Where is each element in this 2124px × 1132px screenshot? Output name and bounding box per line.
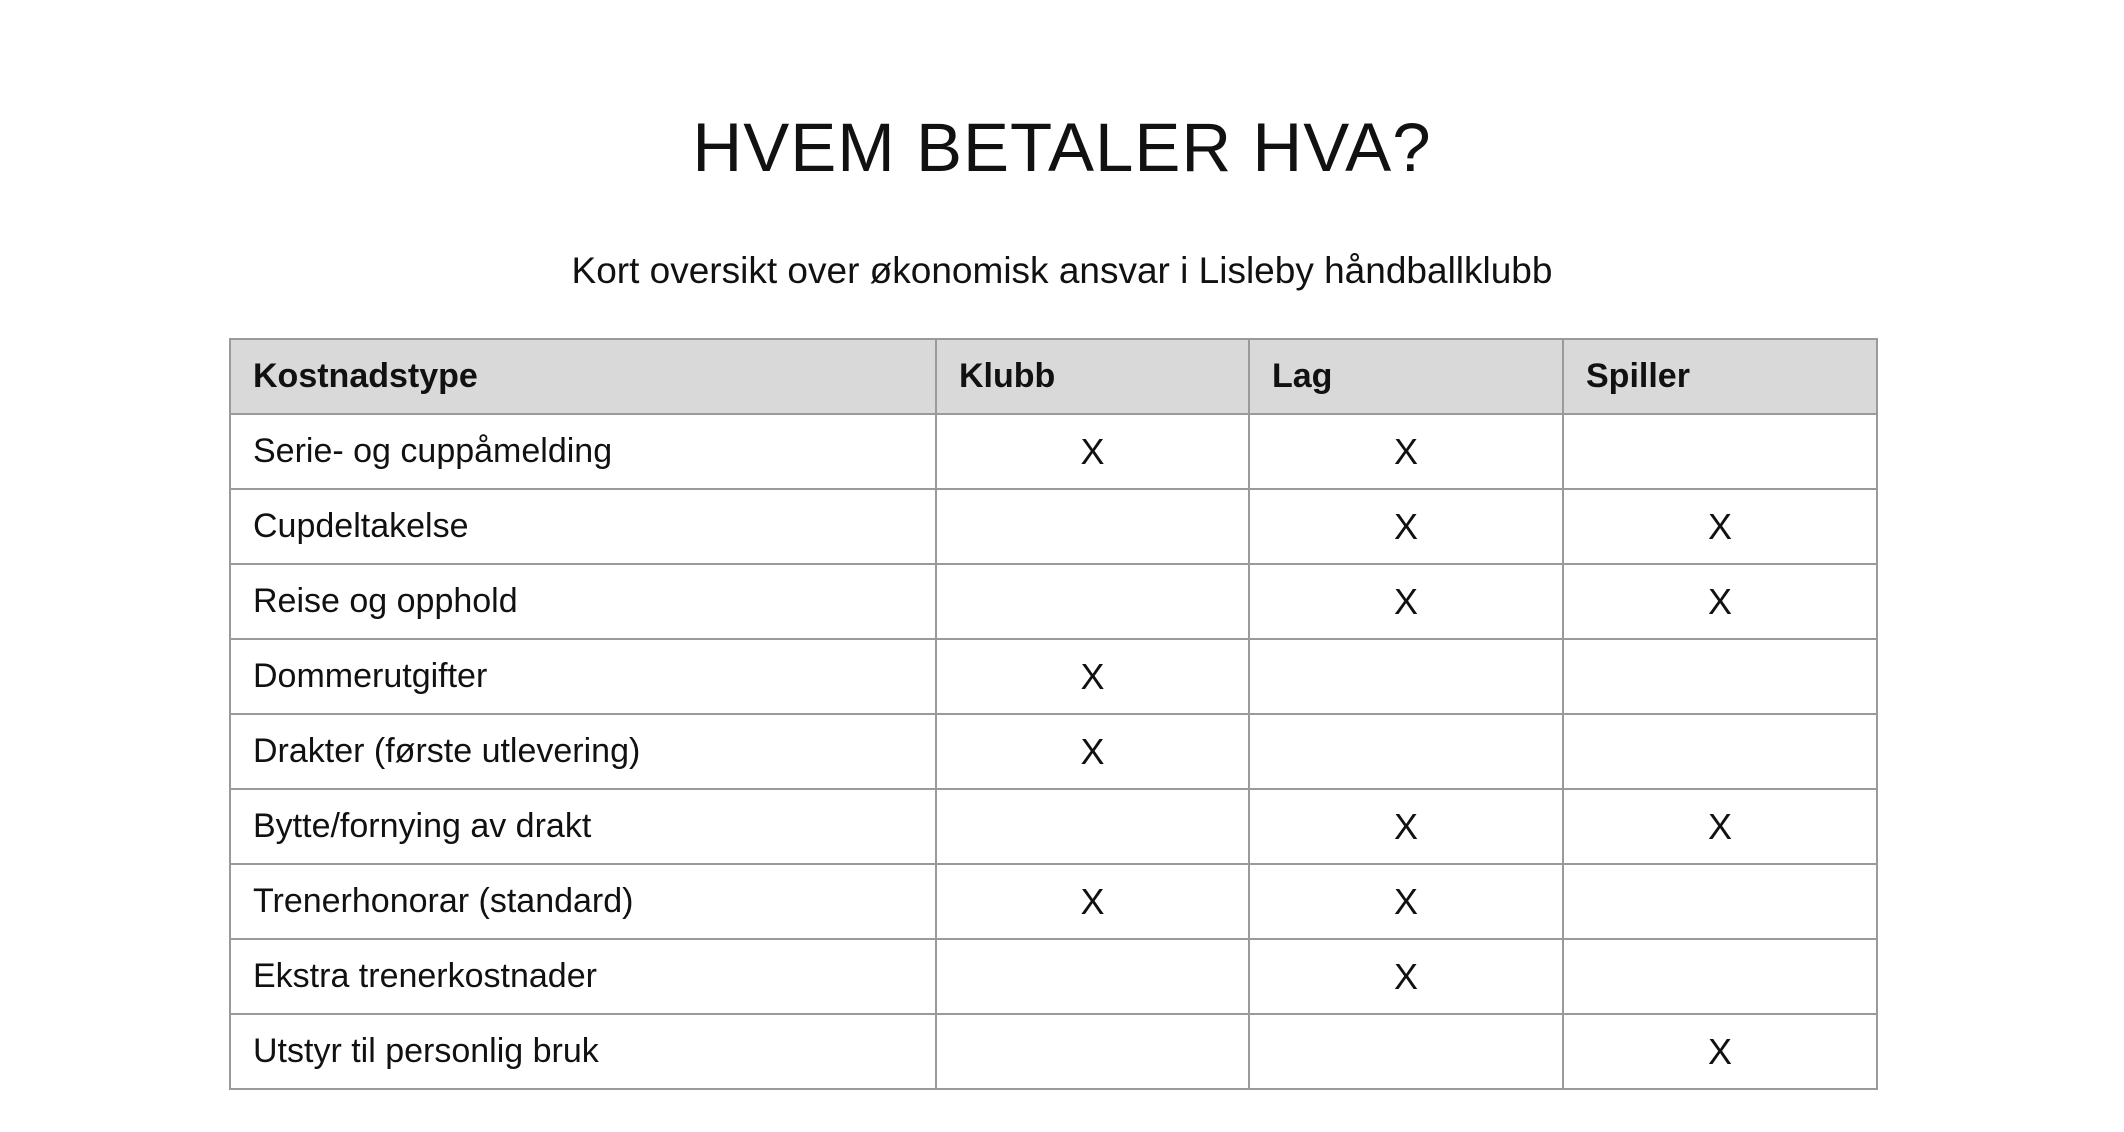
table-row — [230, 639, 1877, 714]
document-subtitle: Kort oversikt over økonomisk ansvar i Lisleby håndballklubb — [571, 250, 1553, 291]
table-row — [230, 489, 1877, 564]
table-row — [230, 714, 1877, 789]
lag-mark: X — [1249, 564, 1563, 639]
spiller-mark: X — [1563, 789, 1877, 864]
row-label: Cupdeltakelse — [230, 489, 936, 564]
klubb-mark: X — [936, 714, 1249, 789]
column-header-lag: Lag — [1249, 339, 1563, 414]
spiller-mark — [1563, 714, 1877, 789]
row-label: Ekstra trenerkostnader — [230, 939, 936, 1014]
lag-mark — [1249, 639, 1563, 714]
row-label: Reise og opphold — [230, 564, 936, 639]
spiller-mark: X — [1563, 489, 1877, 564]
spiller-mark — [1563, 414, 1877, 489]
klubb-mark — [936, 789, 1249, 864]
lag-mark: X — [1249, 489, 1563, 564]
klubb-mark — [936, 564, 1249, 639]
klubb-mark: X — [936, 414, 1249, 489]
row-label: Dommerutgifter — [230, 639, 936, 714]
row-label: Utstyr til personlig bruk — [230, 1014, 936, 1089]
table-row — [230, 789, 1877, 864]
document-title: HVEM BETALER HVA? — [692, 109, 1432, 186]
table-row — [230, 939, 1877, 1014]
spiller-mark: X — [1563, 1014, 1877, 1089]
spiller-mark — [1563, 639, 1877, 714]
row-label: Trenerhonorar (standard) — [230, 864, 936, 939]
row-label: Serie- og cuppåmelding — [230, 414, 936, 489]
spiller-mark — [1563, 939, 1877, 1014]
klubb-mark: X — [936, 639, 1249, 714]
table-row — [230, 864, 1877, 939]
klubb-mark — [936, 489, 1249, 564]
lag-mark — [1249, 714, 1563, 789]
lag-mark: X — [1249, 939, 1563, 1014]
row-label: Drakter (første utlevering) — [230, 714, 936, 789]
table-row — [230, 564, 1877, 639]
column-header-kostnadstype: Kostnadstype — [230, 339, 936, 414]
klubb-mark — [936, 939, 1249, 1014]
lag-mark — [1249, 1014, 1563, 1089]
column-header-spiller: Spiller — [1563, 339, 1877, 414]
spiller-mark: X — [1563, 564, 1877, 639]
column-header-klubb: Klubb — [936, 339, 1249, 414]
table-header-row — [230, 339, 1877, 414]
table-row — [230, 1014, 1877, 1089]
lag-mark: X — [1249, 414, 1563, 489]
lag-mark: X — [1249, 789, 1563, 864]
cost-responsibility-table — [229, 338, 1878, 1090]
klubb-mark: X — [936, 864, 1249, 939]
table-row — [230, 414, 1877, 489]
spiller-mark — [1563, 864, 1877, 939]
klubb-mark — [936, 1014, 1249, 1089]
row-label: Bytte/fornying av drakt — [230, 789, 936, 864]
lag-mark: X — [1249, 864, 1563, 939]
